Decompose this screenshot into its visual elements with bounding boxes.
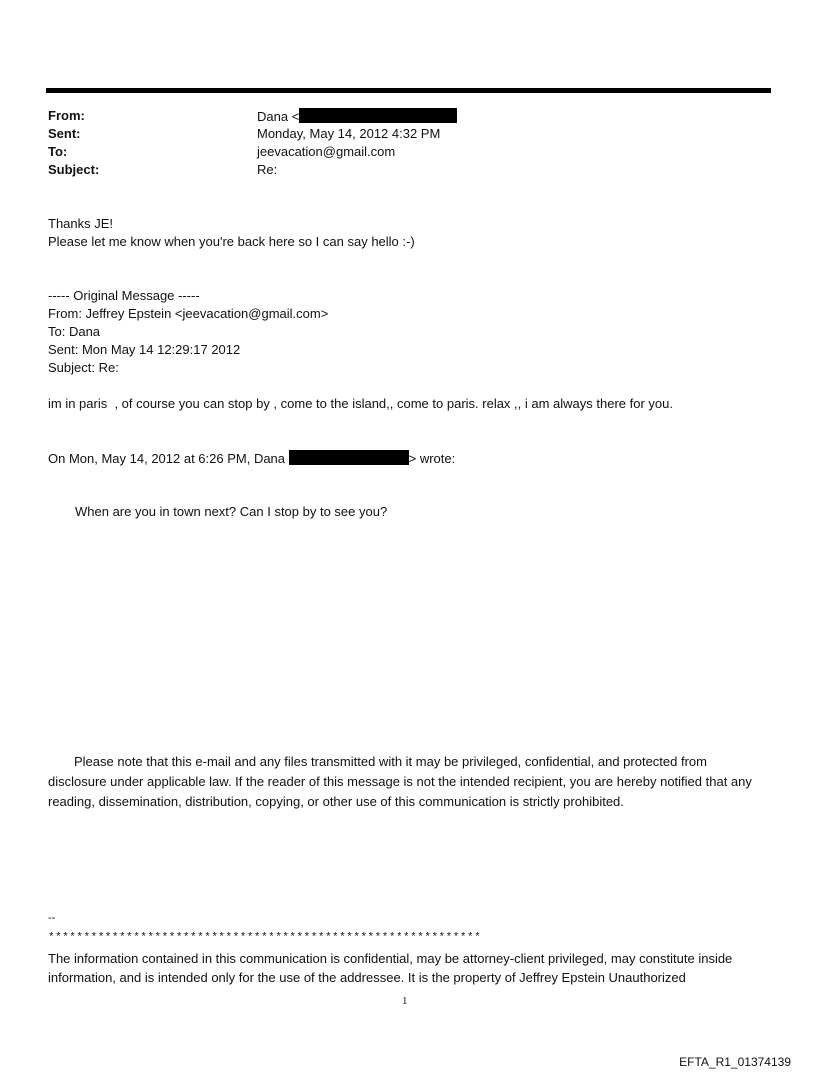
signature-stars: ************************************************************* — [48, 932, 482, 944]
from-label: From: — [48, 108, 85, 123]
original-message: im in paris , of course you can stop by , come to the island,, come to paris. relax ,, i am always there for you. — [48, 396, 673, 411]
original-from: From: Jeffrey Epstein <jeevacation@gmail.com> — [48, 306, 329, 321]
subject-label: Subject: — [48, 162, 100, 177]
redaction-bar — [299, 108, 457, 123]
body-line-1: Thanks JE! — [48, 216, 114, 231]
disclaimer-text: Please note that this e-mail and any files transmitted with it may be privileged, confidential, and protected from disclosure under applicable law. If the reader of this message is not the intended recipient, you are hereby notified that any reading, dissemination, distribution, copying, or other use of this communication is strictly prohibited. — [48, 754, 752, 809]
header-rule — [46, 88, 771, 93]
confidentiality-text: The information contained in this communication is confidential, may be attorney-client privileged, may constitute inside information, and is intended only for the use of the addressee. It is the property of Jeffrey Epstein Unauthorized — [48, 951, 733, 985]
from-name: Dana < — [257, 109, 300, 124]
bates-number: EFTA_R1_01374139 — [679, 1055, 791, 1069]
subject-value: Re: — [257, 162, 278, 177]
page-number: 1 — [402, 995, 408, 1007]
sent-value: Monday, May 14, 2012 4:32 PM — [257, 126, 441, 141]
quoted-message: When are you in town next? Can I stop by to see you? — [75, 504, 388, 519]
quote-intro-before: On Mon, May 14, 2012 at 6:26 PM, Dana — [48, 451, 289, 466]
original-sent: Sent: Mon May 14 12:29:17 2012 — [48, 342, 241, 357]
body-line-2: Please let me know when you're back here so I can say hello :-) — [48, 234, 415, 249]
redaction-bar — [289, 450, 409, 465]
quote-intro — [48, 450, 455, 466]
to-label: To: — [48, 144, 68, 159]
original-to: To: Dana — [48, 324, 101, 339]
to-value: jeevacation@gmail.com — [257, 144, 396, 159]
quote-intro-after: > wrote: — [408, 451, 456, 466]
original-subject: Subject: Re: — [48, 360, 119, 375]
from-value — [257, 108, 457, 124]
original-divider: ----- Original Message ----- — [48, 288, 200, 303]
sent-label: Sent: — [48, 126, 81, 141]
signature-dashes: -- — [48, 912, 56, 924]
